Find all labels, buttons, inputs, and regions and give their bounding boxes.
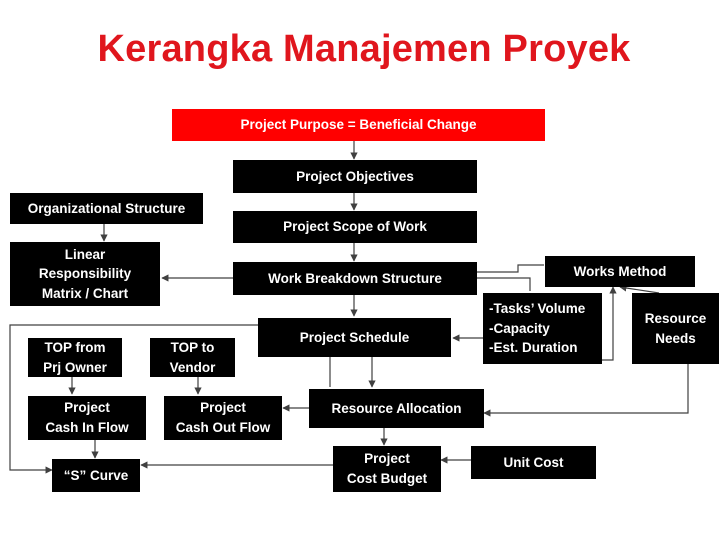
top-from-owner-box: TOP from Prj Owner (28, 338, 122, 377)
project-cash-out-flow-box: Project Cash Out Flow (164, 396, 282, 440)
page-title: Kerangka Manajemen Proyek (97, 28, 631, 70)
project-scope-box: Project Scope of Work (233, 211, 477, 243)
unit-cost-box: Unit Cost (471, 446, 596, 479)
top-to-vendor-box: TOP to Vendor (150, 338, 235, 377)
project-objectives-box: Project Objectives (233, 160, 477, 193)
project-cost-budget-box: Project Cost Budget (333, 446, 441, 492)
organizational-structure-box: Organizational Structure (10, 193, 203, 224)
tasks-capacity-duration-box: -Tasks’ Volume -Capacity -Est. Duration (483, 293, 602, 364)
work-breakdown-structure-box: Work Breakdown Structure (233, 262, 477, 295)
works-method-box: Works Method (545, 256, 695, 287)
resource-needs-box: Resource Needs (632, 293, 719, 364)
resource-allocation-box: Resource Allocation (309, 389, 484, 428)
connector-wbs-tasks (477, 278, 530, 291)
project-schedule-box: Project Schedule (258, 318, 451, 357)
linear-responsibility-matrix-box: Linear Responsibility Matrix / Chart (10, 242, 160, 306)
s-curve-box: “S” Curve (52, 459, 140, 492)
project-cash-in-flow-box: Project Cash In Flow (28, 396, 146, 440)
arrow-method-wbs (477, 265, 544, 272)
arrow-needs-alloc (484, 364, 688, 413)
project-purpose-box: Project Purpose = Beneficial Change (172, 109, 545, 141)
